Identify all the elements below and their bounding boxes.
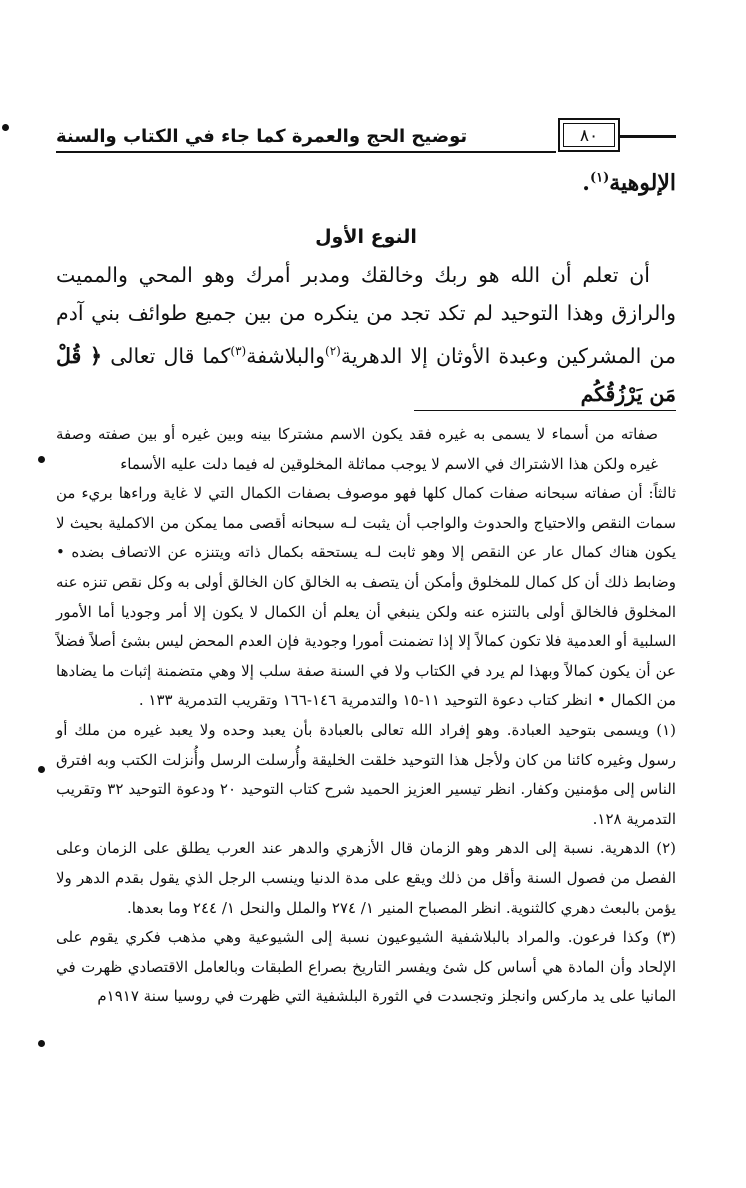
- footnote-ref: (١): [589, 170, 610, 186]
- footnotes: [56, 420, 676, 1012]
- header-rule: [56, 151, 556, 153]
- page-number-box: [558, 118, 620, 152]
- footnote-number: (١): [656, 720, 676, 739]
- margin-mark: [38, 1040, 45, 1047]
- para-text: كما قال تعالى: [102, 343, 231, 368]
- continuation-end: .: [582, 170, 590, 196]
- footnote-text: ويسمى بتوحيد العبادة. وهو إفراد الله تعالى بالعبادة بأن يعبد وحده ولا يعبد غيره من ملك أو رسول وغيره كائنا من كان ولأجل هذا التوحيد خلقت الخليقة وأُرسلت الرسل وأُنزلت الكتب وبه افترق الناس إلى مؤمنين وكفار. انظر تيسير العزيز الحميد شرح كتاب التوحيد ٢٠ ودعوة التوحيد ٣٢ وتقريب التدمرية ١٢٨.: [56, 720, 676, 828]
- footnote-ref: (٢): [325, 344, 341, 358]
- footnote-separator: [414, 410, 676, 411]
- footnote-text: وكذا فرعون. والمراد بالبلاشفية الشيوعيون نسبة إلى الشيوعية وهي مذهب فكري يقوم على الإلحاد وأن المادة هي أساس كل شئ ويفسر التاريخ بصراع الطبقات وبالعامل الاقتصادي ظهرت في المانيا على يد ماركس وانجلز وتجسدت في الثورة البلشفية التي ظهرت في روسيا سنة ١٩١٧م: [56, 928, 676, 1006]
- margin-mark: [38, 766, 45, 773]
- page-number: ٨٠: [579, 126, 599, 146]
- footnote-continuation: صفاته من أسماء لا يسمى به غيره فقد يكون الاسم مشتركا بينه وبين غيره أو بين صفته وصفة غيره ولكن هذا الاشتراك في الاسم لا يوجب مماثلة المخلوقين له فيما دلت عليه الأسماء: [56, 425, 658, 473]
- section-title: النوع الأول: [315, 226, 417, 248]
- footnote-1: [56, 716, 676, 834]
- footnote-2: [56, 834, 676, 923]
- quran-verse: ﴿ قُلْ مَن يَرْزُقُكُم: [56, 343, 676, 406]
- footnote-number: (٢): [656, 839, 676, 858]
- margin-mark: [38, 456, 45, 463]
- footnote-text: الدهرية. نسبة إلى الدهر وهو الزمان قال الأزهري والدهر عند العرب يطلق على الزمان وعلى الفصل من فصول السنة وأقل من ذلك ويقع على مدة الدنيا وينسب الرجل الذي يقول بقدم الدهر ولا يؤمن بالبعث دهري كالثنوية. انظر المصباح المنير ١/ ٢٧٤ والملل والنحل ١/ ٢٤٤ وما بعدها.: [56, 839, 676, 917]
- footnote-3: [56, 923, 676, 1012]
- para-text: أن تعلم أن الله هو ربك وخالقك ومدبر أمرك وهو المحي والمميت والرازق وهذا التوحيد لم تكد تجد من ينكره من بين جميع طوائف بني آدم من المشركين وعبدة الأوثان إلا الدهرية: [56, 263, 676, 368]
- header-rule: [620, 135, 676, 138]
- margin-mark: [2, 124, 9, 131]
- continuation-text: الإلوهية: [609, 170, 676, 196]
- para-text: والبلاشفة: [246, 343, 326, 368]
- body-paragraph: [56, 256, 676, 413]
- footnote-continuation: ثالثاً: أن صفاته سبحانه صفات كمال كلها فهو موصوف بصفات الكمال التي لا غاية وراءها بريء من سمات النقص والاحتياج والحدوث والواجب أن يثبت لـه سبحانه أقصى مما يمكن من الاكملية بحيث لا يكون هناك كمال عار عن النقص إلا وهو ثابت لـه يستحقه بكمال ذاته ويتنزه عن الاتصاف بضده • وضابط ذلك أن كل كمال للمخلوق وأمكن أن يتصف به الخالق كان الخالق أولى به وكل نقص تنزه عنه المخلوق فالخالق أولى بالتنزه عنه ولكن ينبغي أن يعلم أن الكمال لا يكون إلا أمر وجوديا أما الأمور السلبية أو العدمية فلا تكون كمالاً إلا إذا تضمنت أمورا وجودية فإن العدم المحض ليس بشئ أصلاً فضلاً عن أن يكون كمالاً وبهذا لم يرد في الكتاب ولا في السنة صفة سلب إلا وهي متضمنة إثبات ما يضادها من الكمال • انظر كتاب دعوة التوحيد ١١-١٥ والتدمرية ١٤٦-١٦٦ وتقريب التدمرية ١٣٣ .: [56, 484, 676, 710]
- footnote-number: (٣): [656, 928, 676, 947]
- header-title: توضيح الحج والعمرة كما جاء في الكتاب والسنة: [56, 126, 468, 147]
- running-header: [56, 118, 676, 158]
- footnote-ref: (٣): [230, 344, 247, 358]
- continuation-line: [582, 170, 676, 196]
